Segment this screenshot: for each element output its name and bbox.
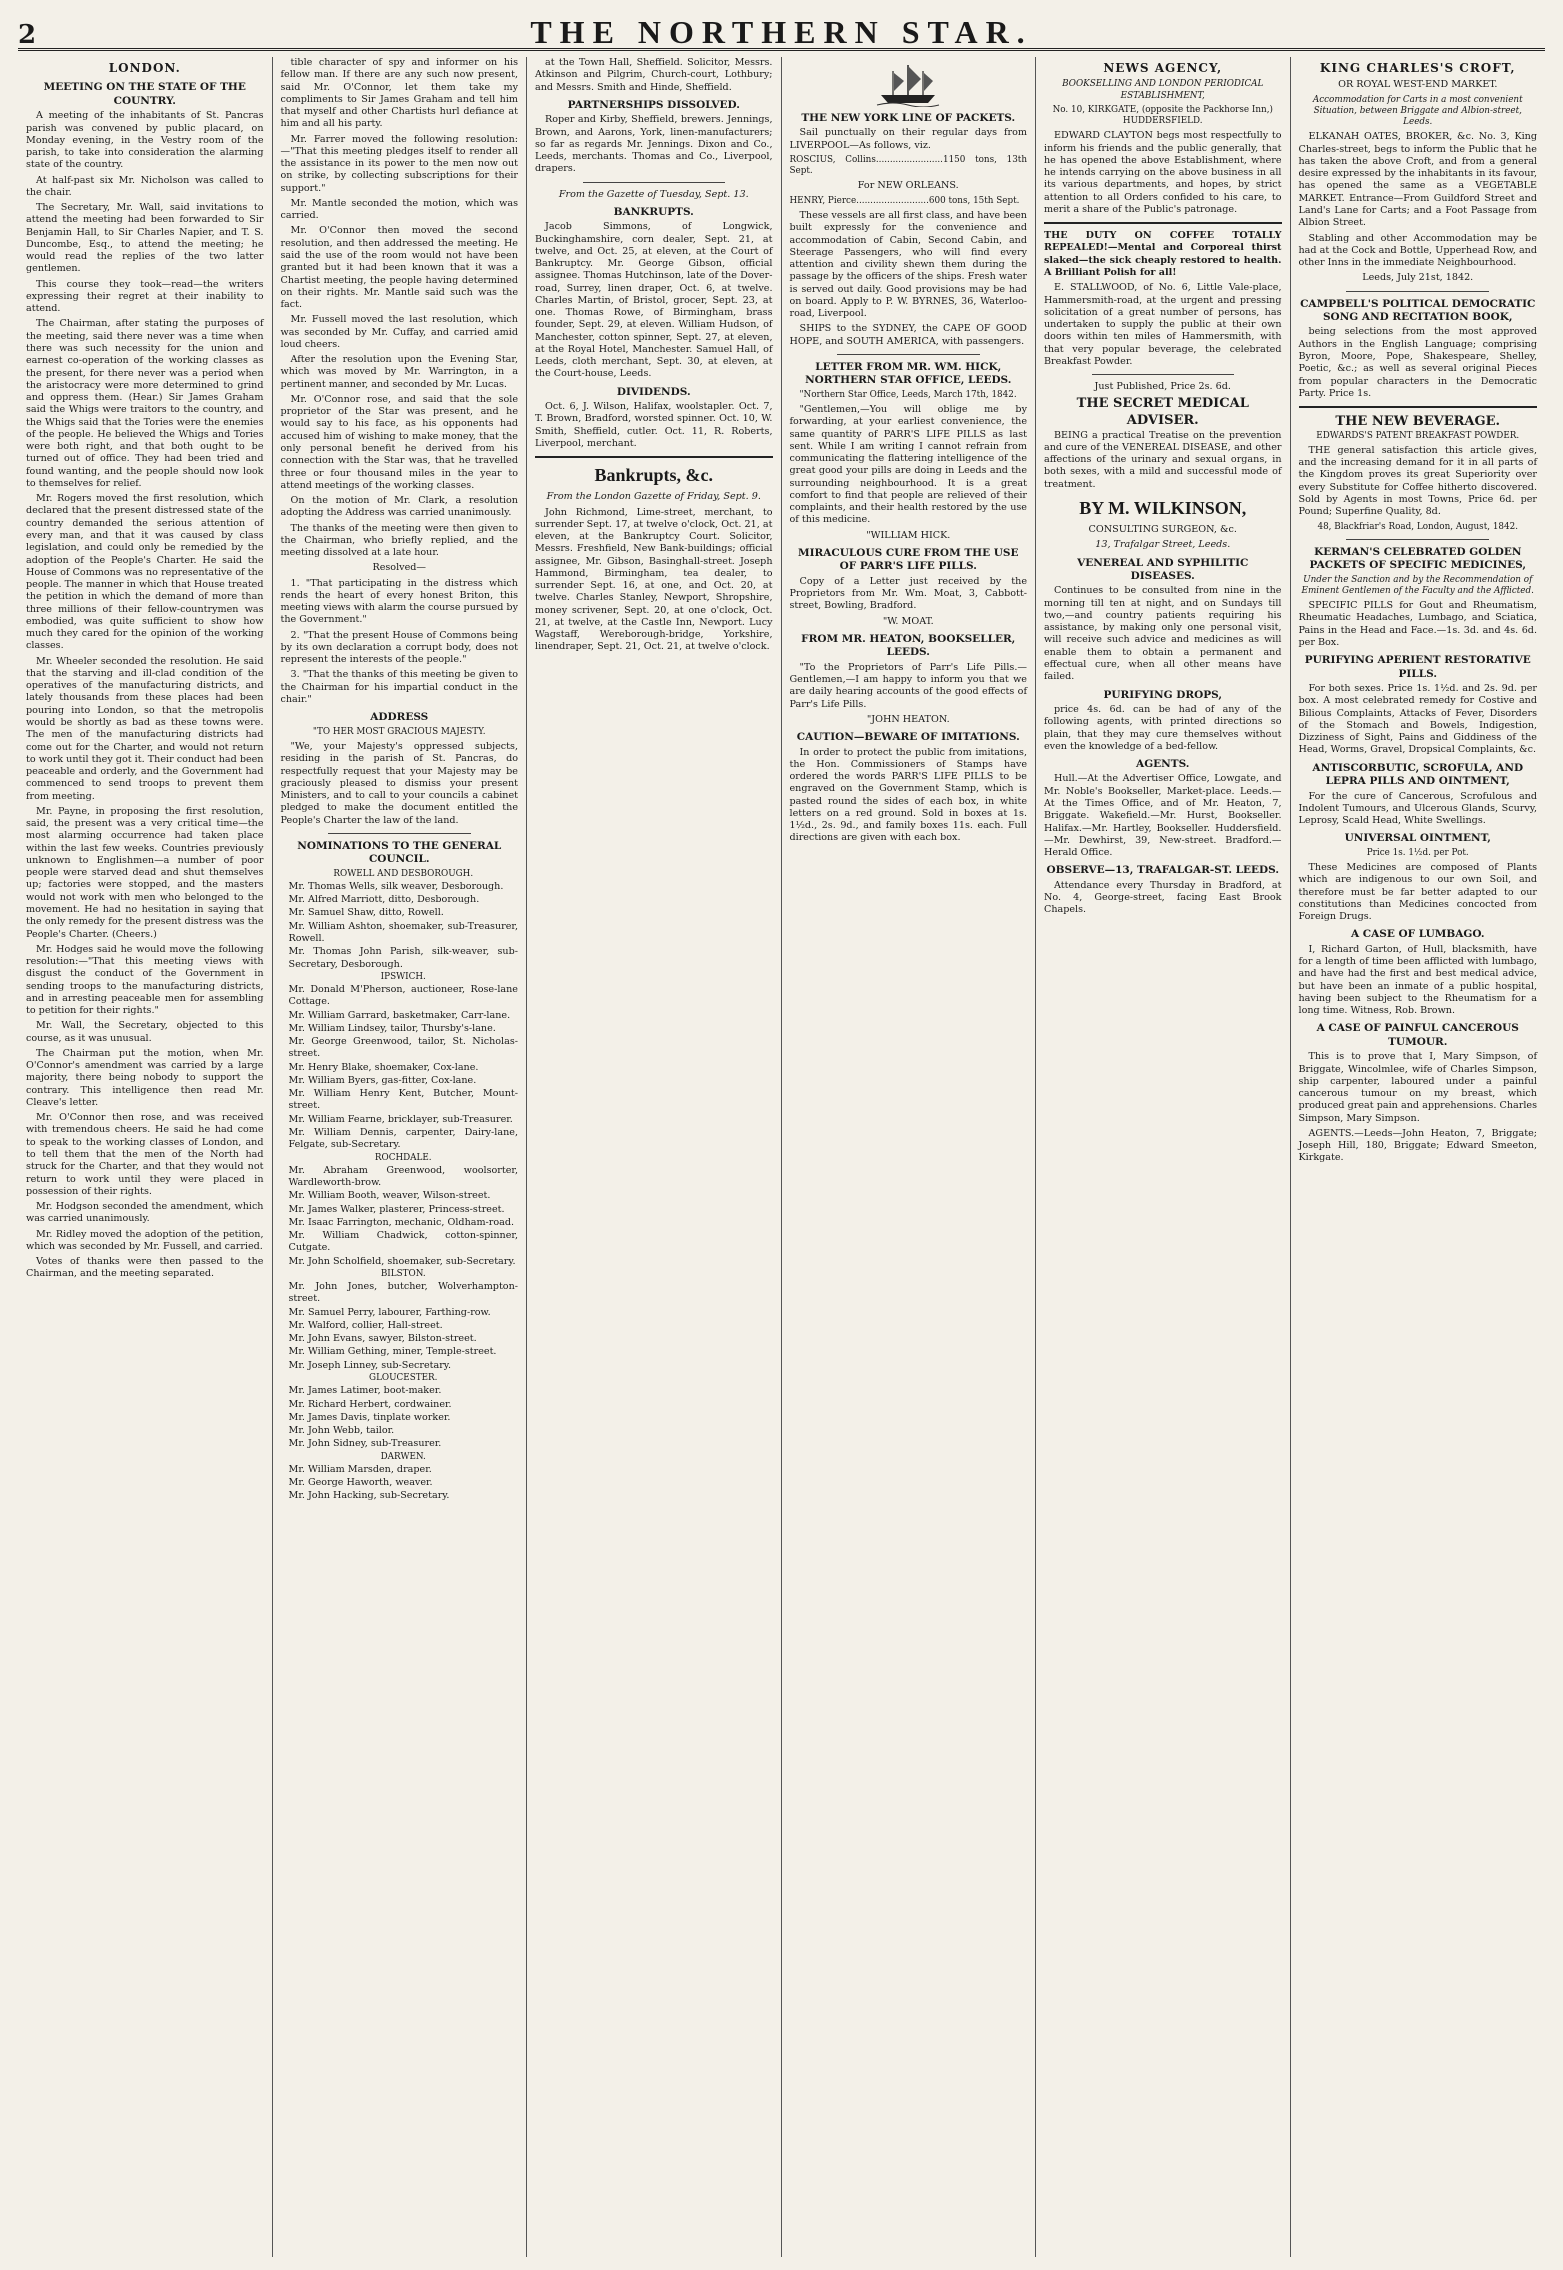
- nominee: Mr. Henry Blake, shoemaker, Cox-lane.: [288, 1061, 479, 1073]
- address-head: ADDRESS: [370, 711, 429, 724]
- aperient-body: For both sexes. Price 1s. 1½d. and 2s. 9d. per box. A most celebrated remedy for Costive and Bilious Complaints, Attacks of Fever, Disorders of the Stomach and Bowels, Indigestion, Dizziness of Sight, Pains and Giddiness of the Head, Worms, Gravel, Dropsical Complaints, &c.: [1298, 683, 1537, 756]
- universal-price: Price 1s. 1½d. per Pot.: [1366, 847, 1469, 858]
- nominee: Mr. James Walker, plasterer, Princess-street.: [288, 1203, 505, 1215]
- cures-body: Copy of a Letter just received by the Proprietors from Mr. Wm. Moat, 3, Cabbott-street, Bowling, Bradford.: [789, 575, 1027, 612]
- col1-paragraphs: [26, 110, 264, 1280]
- ship-text: These vessels are all first class, and have been built expressly for the convenience and accommodation of Cabin, Second Cabin, and Steerage Passengers, who will find every attention and civility shewn them during the passage by the officers of the ships. Fresh water is served out daily. Good provisions may be had on board. Apply to P. W. BYRNES, 36, Waterloo-road, Liverpool.: [789, 209, 1027, 320]
- nominee: Mr. Abraham Greenwood, woolsorter, Wardleworth-brow.: [288, 1164, 518, 1189]
- nominee: Mr. Thomas Wells, silk weaver, Desborough.: [288, 880, 504, 892]
- address-sub: "TO HER MOST GRACIOUS MAJESTY.: [312, 726, 486, 737]
- nominee: Mr. John Scholfield, shoemaker, sub-Secretary.: [288, 1255, 516, 1267]
- observe-body: Attendance every Thursday in Bradford, at No. 4, George-street, facing East Brook Chapels.: [1044, 879, 1282, 916]
- bankrupts-body: Jacob Simmons, of Longwick, Buckinghamshire, corn dealer, Sept. 21, at twelve, and Oct. 25, at eleven, at the Court of Bankruptcy. Mr. George Gibson, official assignee. Thomas Hutchinson, late of the Dover-road, Surrey, linen draper, Oct. 6, at twelve. Charles Martin, of Bristol, grocer, Sept. 23, at one. Thomas Rowe, of Birmingham, brass founder, Sept. 29, at eleven. William Hudson, of Manchester, cotton spinner, Sept. 27, at eleven, at the Royal Hotel, Manchester. Samuel Hall, of Leeds, cloth merchant, Sept. 30, at eleven, at the Court-house, Leeds.: [535, 221, 773, 380]
- newspaper-title: THE NORTHERN STAR.: [530, 14, 1033, 50]
- meeting-head: MEETING ON THE STATE OF THE COUNTRY.: [43, 81, 246, 107]
- nominee: Mr. Samuel Perry, labourer, Farthing-row.: [288, 1306, 491, 1318]
- kerman-head: KERMAN'S CELEBRATED GOLDEN PACKETS OF SPECIFIC MEDICINES,: [1309, 545, 1527, 572]
- purifying-drops-head: PURIFYING DROPS,: [1103, 688, 1222, 701]
- nominee: Mr. Alfred Marriott, ditto, Desborough.: [288, 894, 480, 906]
- nominee: Mr. George Haworth, weaver.: [288, 1477, 433, 1489]
- gazette-friday-head: From the London Gazette of Friday, Sept. 9.: [546, 491, 761, 503]
- nominee: Mr. John Hacking, sub-Secretary.: [288, 1490, 450, 1502]
- secret-adviser-body: BEING a practical Treatise on the prevention and cure of the VENEREAL DISEASE, and other affections of the urinary and sexual organs, in both sexes, with a mild and successful mode of treatment.: [1044, 429, 1282, 490]
- paragraph: Votes of thanks were then passed to the Chairman, and the meeting separated.: [26, 1256, 264, 1280]
- kerman-tag: Under the Sanction and by the Recommendation of Eminent Gentlemen of the Faculty and the Afflicted.: [1301, 574, 1534, 596]
- paragraph: The Chairman put the motion, when Mr. O'Connor's amendment was carried by a large majority, there being nobody to support the contrary. This intelligence then read Mr. Cleave's letter.: [26, 1047, 264, 1108]
- king-charles-head: KING CHARLES'S CROFT,: [1319, 61, 1516, 75]
- nomination-place: BILSTON.: [380, 1268, 426, 1279]
- column-4: [782, 57, 1037, 2257]
- resolutions: [281, 578, 519, 707]
- wilkinson-addr: 13, Trafalgar Street, Leeds.: [1095, 539, 1231, 551]
- king-charles-date: Leeds, July 21st, 1842.: [1362, 272, 1474, 284]
- paragraph: Mr. Payne, in proposing the first resolution, said, the present was a very critical time—the most alarming occurrence had taken place within the last few weeks. Countries previously unknown to Englishmen—a number of poor people were starved dead and shut themselves up; factories were stopped, and the masters would not work with men who belonged to the movement. He had no hesitation in saying that the only remedy for the present distress was the People's Charter. (Cheers.): [26, 805, 264, 940]
- resolution: 2. "That the present House of Commons being by its own declaration a corrupt body, does not represent the interests of the people.": [280, 629, 518, 666]
- paragraph: This course they took—read—the writers expressing their regret at their inability to attend.: [26, 278, 264, 315]
- coffee-body: E. STALLWOOD, of No. 6, Little Vale-place, Hammersmith-road, at the urgent and pressing solicitation of a great number of persons, has undertaken to supply the public at their own doors within ten miles of Hammersmith, with that very popular beverage, the celebrated Breakfast Powder.: [1044, 282, 1282, 367]
- kerman-body: SPECIFIC PILLS for Gout and Rheumatism, Rheumatic Headaches, Lumbago, and Sciatica, Pains in the Head and Face.—1s. 3d. and 4s. 6d. per Box.: [1298, 600, 1537, 648]
- nominee: Mr. James Davis, tinplate worker.: [288, 1411, 451, 1423]
- nominee: Mr. Samuel Shaw, ditto, Rowell.: [288, 907, 444, 919]
- paragraph: Mr. Fussell moved the last resolution, which was seconded by Mr. Cuffay, and carried amid loud cheers.: [280, 314, 518, 350]
- letter-head: LETTER FROM MR. WM. HICK, NORTHERN STAR OFFICE, LEEDS.: [805, 360, 1012, 387]
- paragraph: Mr. Wheeler seconded the resolution. He said that the starving and ill-clad condition of the operatives of the manufacturing districts, and lately thousands from these places had been pouring into London, so that the metropolis would be shortly as bad as these towns were. The men of the manufacturing districts had come out for the Charter, and would not return to work until they got it. Their conduct had been peaceable and orderly, and the Government had commenced to send troops to prevent them from meeting.: [26, 655, 264, 802]
- paragraph: After the resolution upon the Evening Star, which was moved by Mr. Warrington, in a pertinent manner, and seconded by Mr. Lucas.: [280, 354, 518, 390]
- paragraph: Mr. Mantle seconded the motion, which was carried.: [280, 197, 518, 222]
- nominee: Mr. William Garrard, basketmaker, Carr-lane.: [288, 1009, 511, 1021]
- nominee: Mr. William Dennis, carpenter, Dairy-lane, Felgate, sub-Secretary.: [288, 1126, 518, 1151]
- nominee: Mr. Thomas John Parish, silk-weaver, sub-Secretary, Desborough.: [288, 946, 518, 970]
- observe-head: OBSERVE—13, TRAFALGAR-ST. LEEDS.: [1046, 864, 1279, 877]
- divider: [1092, 374, 1235, 375]
- dividends-body: Oct. 6, J. Wilson, Halifax, woolstapler. Oct. 7, T. Brown, Bradford, worsted spinner. Oct. 10, W. Smith, Sheffield, cutler. Oct. 11, R. Roberts, Liverpool, merchant.: [535, 401, 773, 449]
- nominee: Mr. William Lindsey, tailor, Thursby's-lane.: [288, 1022, 496, 1034]
- paragraph: Mr. O'Connor rose, and said that the sole proprietor of the Star was present, and he would say to his face, as his opponents had accused him of wishing to make money, that the only personal benefit he derived from his connection with the Star was, that he travelled three or four thousand miles in the year to attend meetings of the working classes.: [280, 393, 518, 491]
- nomination-place: DARWEN.: [380, 1451, 426, 1462]
- ship-for: For NEW ORLEANS.: [857, 180, 959, 192]
- paragraph: Mr. Ridley moved the adoption of the petition, which was seconded by Mr. Fussell, and carried.: [26, 1228, 264, 1252]
- paragraph: Mr. Hodgson seconded the amendment, which was carried unanimously.: [26, 1201, 264, 1225]
- paragraph: Mr. Hodges said he would move the following resolution:—"That this meeting views with disgust the conduct of the Government in sending troops to the manufacturing districts, and in arresting peaceable men for assembling to petition for their rights.": [26, 943, 264, 1017]
- king-charles-note: Stabling and other Accommodation may be had at the Cock and Bottle, Upperhead Row, and other Inns in the immediate Neighbourhood.: [1298, 232, 1537, 269]
- universal-head: UNIVERSAL OINTMENT,: [1344, 832, 1491, 845]
- nomination-place: GLOUCESTER.: [369, 1373, 438, 1383]
- heaton-body: "To the Proprietors of Parr's Life Pills.—Gentlemen,—I am happy to inform you that we are daily hearing accounts of the good effects of Parr's Life Pills.: [789, 661, 1027, 710]
- section-head-london: LONDON.: [108, 61, 181, 75]
- heaton-head: FROM MR. HEATON, BOOKSELLER, LEEDS.: [801, 632, 1016, 659]
- nominee: Mr. William Marsden, draper.: [288, 1463, 432, 1475]
- divider: [1346, 291, 1489, 292]
- divider: [1044, 222, 1282, 224]
- cures-head: MIRACULOUS CURE FROM THE USE OF PARR'S LIFE PILLS.: [798, 546, 1019, 573]
- beverage-body: THE general satisfaction this article gives, and the increasing demand for it in all parts of the Kingdom proves its great Superiority over every Substitute for Coffee hitherto discovered. Sold by Agents in most Towns, Price 6d. per Pound; Superfine Quality, 8d.: [1298, 444, 1537, 518]
- paragraph: A meeting of the inhabitants of St. Pancras parish was convened by public placard, on Monday evening, in the Vestry room of the parish, to take into consideration the alarming state of the country.: [26, 110, 264, 171]
- moat-sign: "W. MOAT.: [882, 615, 934, 627]
- masthead: [18, 14, 1545, 51]
- news-agency-sub: BOOKSELLING AND LONDON PERIODICAL ESTABLISHMENT,: [1062, 79, 1264, 101]
- friday-body: John Richmond, Lime-street, merchant, to surrender Sept. 17, at twelve o'clock, Oct. 21, at eleven, at the Bankruptcy Court. Solicitor, Messrs. Freshfield, New Bank-buildings; official assignee, Mr. Gibson, Basinghall-street. Joseph Hammond, Birmingham, tea dealer, to surrender Sept. 16, at one, and Oct. 20, at twelve. Charles Stanley, Newport, Shropshire, money scrivener, Sept. 20, at one o'clock, Oct. 21, at twelve, at the Castle Inn, Newport. Lucy Wagstaff, Wereborough-bridge, Yorkshire, linendraper, Sept. 21, Oct. 21, at twelve o'clock.: [535, 506, 773, 653]
- col3-intro: at the Town Hall, Sheffield. Solicitor, Messrs. Atkinson and Pilgrim, Church-court, Lothbury; and Messrs. Smith and Hinde, Sheffield.: [535, 57, 773, 93]
- tumour-body: This is to prove that I, Mary Simpson, of Briggate, Wincolmlee, wife of Charles Simpson, ship carpenter, laboured under a painful cancerous tumour on my breast, which produced great pain and apprehensions. Charles Simpson, Mary Simpson.: [1298, 1051, 1537, 1124]
- king-charles-tag: Accommodation for Carts in a most convenient Situation, between Briggate and Albion-street, Leeds.: [1312, 94, 1523, 128]
- nominee: Mr. John Jones, butcher, Wolverhampton-street.: [288, 1281, 518, 1305]
- dividends-head: DIVIDENDS.: [616, 385, 691, 398]
- nomination-place: ROCHDALE.: [374, 1152, 432, 1163]
- news-agency-head: NEWS AGENCY,: [1103, 61, 1223, 75]
- column-1: [18, 57, 273, 2257]
- nomination-place: ROWELL AND DESBOROUGH.: [333, 868, 474, 879]
- agents-head: AGENTS.: [1136, 758, 1190, 771]
- partnerships-head: PARTNERSHIPS DISSOLVED.: [567, 98, 740, 111]
- ship-row-2: HENRY, Pierce..........................600 tons, 15th Sept.: [789, 195, 1020, 206]
- divider: [1299, 406, 1538, 408]
- scrofula-body: For the cure of Cancerous, Scrofulous and Indolent Tumours, and Ulcerous Glands, Scurvy, Leprosy, Scald Head, White Swellings.: [1298, 790, 1537, 827]
- nominee: Mr. William Fearne, bricklayer, sub-Treasurer.: [288, 1113, 513, 1125]
- nominee: Mr. William Chadwick, cotton-spinner, Cutgate.: [288, 1230, 518, 1254]
- lumbago-body: I, Richard Garton, of Hull, blacksmith, have for a length of time been afflicted with lumbago, and have had the first and best medical advice, but have been an inmate of a public hospital, having been subject to the Rheumatism for a long time. Witness, Rob. Brown.: [1298, 943, 1537, 1017]
- universal-body: These Medicines are composed of Plants which are indigenous to our own Soil, and therefore must be far better adapted to our constitutions than Medicines concocted from Foreign Drugs.: [1298, 862, 1537, 923]
- divider: [583, 182, 726, 183]
- nominee: Mr. William Booth, weaver, Wilson-street.: [288, 1190, 491, 1202]
- divider: [837, 354, 980, 355]
- nominee: Mr. John Sidney, sub-Treasurer.: [288, 1438, 442, 1450]
- nominee: Mr. Richard Herbert, cordwainer.: [288, 1398, 452, 1410]
- beverage-addr: 48, Blackfriar's Road, London, August, 1842.: [1317, 521, 1519, 532]
- paragraph: Mr. O'Connor then rose, and was received with tremendous cheers. He said he had come to speak to the working classes of London, and to tell them that the men of the North had struck for the Charter, and that they would not return to work until they were placed in possession of their rights.: [26, 1112, 264, 1197]
- beverage-head: THE NEW BEVERAGE.: [1335, 414, 1501, 430]
- column-6: [1291, 57, 1546, 2257]
- nominee: Mr. Donald M'Pherson, auctioneer, Rose-lane Cottage.: [288, 984, 518, 1008]
- paragraph: Mr. O'Connor then moved the second resolution, and then addressed the meeting. He said the use of the room would not have been granted but it had been known that it was a Chartist meeting, the people having determined on their rights. Mr. Mantle said such was the fact.: [280, 225, 518, 311]
- wilkinson-sub: CONSULTING SURGEON, &c.: [1088, 524, 1237, 536]
- scrofula-head: ANTISCORBUTIC, SCROFULA, AND LEPRA PILLS AND OINTMENT,: [1312, 761, 1524, 788]
- bankrupts-head: BANKRUPTS.: [613, 205, 694, 218]
- paragraph: On the motion of Mr. Clark, a resolution adopting the Address was carried unanimously.: [280, 495, 518, 519]
- resolution: 1. "That participating in the distress which rends the heart of every honest Briton, this meeting views with alarm the course pursued by the Government.": [280, 577, 518, 626]
- wilkinson-head: BY M. WILKINSON,: [1079, 497, 1247, 518]
- ship-icon: [873, 61, 943, 107]
- page-number: 2: [18, 20, 37, 50]
- nominations-head: NOMINATIONS TO THE GENERAL COUNCIL.: [297, 839, 502, 866]
- coffee-head: THE DUTY ON COFFEE TOTALLY REPEALED!—Mental and Corporeal thirst slaked—the sick cheaply restored to health. A Brilliant Polish for all!: [1044, 230, 1282, 279]
- nominee: Mr. John Webb, tailor.: [288, 1425, 395, 1437]
- col2-intro: tible character of spy and informer on his fellow man. If there are any such now present, said Mr. O'Connor, let them take my compliments to Sir James Graham and tell him that myself and other Chartists hurl defiance at him and all his party.: [280, 57, 518, 130]
- just-published: Just Published, Price 2s. 6d.: [1094, 381, 1231, 393]
- news-agency-addr: No. 10, KIRKGATE, (opposite the Packhorse Inn,) HUDDERSFIELD.: [1052, 104, 1273, 127]
- agents-body: Hull.—At the Advertiser Office, Lowgate, and Mr. Noble's Bookseller, Market-place. Leeds.—At the Times Office, and of Mr. Heaton, 7, Briggate. Wakefield.—Mr. Hurst, Bookseller. Halifax.—Mr. Hartley, Bookseller. Huddersfield.—Mr. Dewhirst, 39, New-street. Bradford.—Herald Office.: [1044, 773, 1282, 859]
- news-agency-body: EDWARD CLAYTON begs most respectfully to inform his friends and the public generally, that he has opened the above Establishment, where he intends carrying on the above business in all its various departments, and hopes, by strict attention to all Orders confided to his care, to merit a share of the Public's patronage.: [1044, 130, 1282, 215]
- nomination-place: IPSWICH.: [380, 971, 426, 982]
- nominee: Mr. Isaac Farrington, mechanic, Oldham-road.: [288, 1216, 515, 1228]
- nominee: Mr. William Byers, gas-fitter, Cox-lane.: [288, 1074, 477, 1086]
- letter-sign: "WILLIAM HICK.: [866, 529, 951, 541]
- column-2: [273, 57, 528, 2257]
- nominations-list: [281, 869, 519, 1503]
- resolved-head: Resolved—: [372, 562, 426, 574]
- nominee: Mr. James Latimer, boot-maker.: [288, 1385, 442, 1397]
- king-charles-sub: OR ROYAL WEST-END MARKET.: [1338, 79, 1498, 91]
- col2-paragraphs: [281, 134, 519, 560]
- tumour-head: A CASE OF PAINFUL CANCEROUS TUMOUR.: [1316, 1022, 1519, 1048]
- heaton-sign: "JOHN HEATON.: [866, 713, 950, 725]
- gazette-tuesday-head: From the Gazette of Tuesday, Sept. 13.: [558, 188, 749, 200]
- caution-head: CAUTION—BEWARE OF IMITATIONS.: [796, 731, 1020, 744]
- columns: [18, 57, 1545, 2257]
- venereal-body: Continues to be consulted from nine in the morning till ten at night, and on Sundays till two,—and country patients requiring his assistance, by making only one personal visit, will receive such advice and medicines as will enable them to obtain a permanent and effectual cure, when all other means have failed.: [1044, 585, 1282, 683]
- paragraph: Mr. Farrer moved the following resolution:—"That this meeting pledges itself to render all the assistance in its power to the men now out on strike, by collecting subscriptions for their support.": [280, 133, 518, 194]
- resolution: 3. "That the thanks of this meeting be given to the Chairman for his impartial conduct in the chair.": [280, 669, 518, 706]
- venereal-head: VENEREAL AND SYPHILITIC DISEASES.: [1077, 556, 1249, 582]
- paragraph: The Secretary, Mr. Wall, said invitations to attend the meeting had been forwarded to Sir Benjamin Hall, to Sir Charles Napier, and T. S. Duncombe, Esq., to attend the meeting; he would read the replies of the two latter gentlemen.: [26, 202, 264, 275]
- nominee: Mr. Joseph Linney, sub-Secretary.: [288, 1359, 451, 1371]
- campbell-body: being selections from the most approved Authors in the English Language; comprising Byron, Moore, Pope, Shakespeare, Shelley, Poetic, &c.; as well as several original Pieces from popular characters in the Democratic Party. Price 1s.: [1298, 326, 1537, 399]
- paragraph: Mr. Rogers moved the first resolution, which declared that the present distressed state of the country demanded the serious attention of every man, and that it was caused by class legislation, and could only be remedied by the adoption of the People's Charter. He said the House of Commons was no representative of the people. The manner in which that House treated the petition in which the demand of more than three millions of their fellow-countrymen was embodied, was quite sufficient to show how much they cared for the opinion of the working classes.: [26, 493, 264, 652]
- aperient-head: PURIFYING APERIENT RESTORATIVE PILLS.: [1304, 654, 1531, 680]
- divider: [328, 833, 471, 834]
- caution-body: In order to protect the public from imitations, the Hon. Commissioners of Stamps have ordered the words PARR'S LIFE PILLS to be engraved on the Government Stamp, which is pasted round the sides of each box, in white letters on a red ground. Sold in boxes at 1s. 1½d., 2s. 9d., and family boxes 11s. each. Full directions are given with each box.: [789, 746, 1027, 844]
- ship-sydney: SHIPS to the SYDNEY, the CAPE OF GOOD HOPE, and SOUTH AMERICA, with passengers.: [789, 323, 1027, 347]
- secret-adviser-head: THE SECRET MEDICAL ADVISER.: [1076, 396, 1249, 429]
- bankrupts-big-head: Bankrupts, &c.: [594, 465, 714, 486]
- ship-head: THE NEW YORK LINE OF PACKETS.: [801, 112, 1016, 124]
- beverage-sub: EDWARDS'S PATENT BREAKFAST POWDER.: [1316, 430, 1520, 441]
- paragraph: Mr. Wall, the Secretary, objected to this course, as it was unusual.: [26, 1020, 264, 1044]
- letter-body: "Gentlemen,—You will oblige me by forwarding, at your earliest convenience, the same quantity of PARR'S LIFE PILLS as last sent. While I am writing I cannot refrain from communicating the flattering intelligence of the great good your pills are doing in Leeds and the surrounding neighbourhood. It is a great comfort to find that people are relieved of their complaints, and their health restored by the use of this medicine.: [789, 404, 1027, 526]
- lumbago-head: A CASE OF LUMBAGO.: [1350, 928, 1485, 941]
- nominee: Mr. Walford, collier, Hall-street.: [288, 1319, 443, 1331]
- nominee: Mr. John Evans, sawyer, Bilston-street.: [288, 1333, 477, 1345]
- campbell-head: CAMPBELL'S POLITICAL DEMOCRATIC SONG AND RECITATION BOOK,: [1300, 297, 1536, 323]
- king-charles-body: ELKANAH OATES, BROKER, &c. No. 3, King Charles-street, begs to inform the Public that he has taken the above Croft, and from a general desire expressed by the inhabitants in its favour, has opened the same as a VEGETABLE MARKET. Entrance—From Guildford Street and Land's Lane for Carts; and a Foot Passage from Albion Street.: [1298, 131, 1537, 229]
- ship-row-1: ROSCIUS, Collins........................1150 tons, 13th Sept.: [789, 154, 1027, 177]
- nominee: Mr. William Henry Kent, Butcher, Mount-street.: [288, 1088, 518, 1112]
- nominee: Mr. William Gething, miner, Temple-street.: [288, 1346, 497, 1358]
- divider: [1346, 539, 1489, 540]
- col6-agents: AGENTS.—Leeds—John Heaton, 7, Briggate; Joseph Hill, 180, Briggate; Edward Smeeton, Kirkgate.: [1298, 1127, 1537, 1164]
- letter-sub: "Northern Star Office, Leeds, March 17th, 1842.: [799, 389, 1017, 400]
- column-3: [527, 57, 782, 2257]
- address-body: "We, your Majesty's oppressed subjects, residing in the parish of St. Pancras, do respectfully request that your Majesty may be graciously pleased to dismiss your present Ministers, and to call to your councils a cabinet pledged to make the document entitled the People's Charter the law of the land.: [280, 740, 518, 826]
- paragraph: At half-past six Mr. Nicholson was called to the chair.: [26, 174, 264, 198]
- ship-body: Sail punctually on their regular days from LIVERPOOL—As follows, viz.: [789, 127, 1027, 151]
- paragraph: The Chairman, after stating the purposes of the meeting, said there never was a time when there was such necessity for the union and earnest co-operation of the working classes as the present, for there never was a period when the aristocracy were more determined to grind and oppress them. (Hear.) Sir James Graham said the Whigs were traitors to the country, and the Whigs said that the Tories were the enemies of the people. He believed the Whigs and Tories were both right, and that both ought to be turned out of office. They had been tried and found wanting, and the people should now look to themselves for relief.: [26, 318, 264, 489]
- purifying-drops-body: price 4s. 6d. can be had of any of the following agents, with printed directions so plain, that they may cure themselves without even the knowledge of a bed-fellow.: [1044, 703, 1282, 752]
- divider: [535, 456, 773, 458]
- partnerships-body: Roper and Kirby, Sheffield, brewers. Jennings, Brown, and Aarons, York, linen-manufacturers; so far as regards Mr. Jennings. Dixon and Co., Leeds, merchants. Thomas and Co., Liverpool, drapers.: [535, 114, 773, 175]
- column-5: [1036, 57, 1291, 2257]
- nominee: Mr. William Ashton, shoemaker, sub-Treasurer, Rowell.: [288, 920, 518, 945]
- paragraph: The thanks of the meeting were then given to the Chairman, who briefly replied, and the meeting dissolved at a late hour.: [280, 522, 518, 559]
- nominee: Mr. George Greenwood, tailor, St. Nicholas-street.: [288, 1036, 518, 1060]
